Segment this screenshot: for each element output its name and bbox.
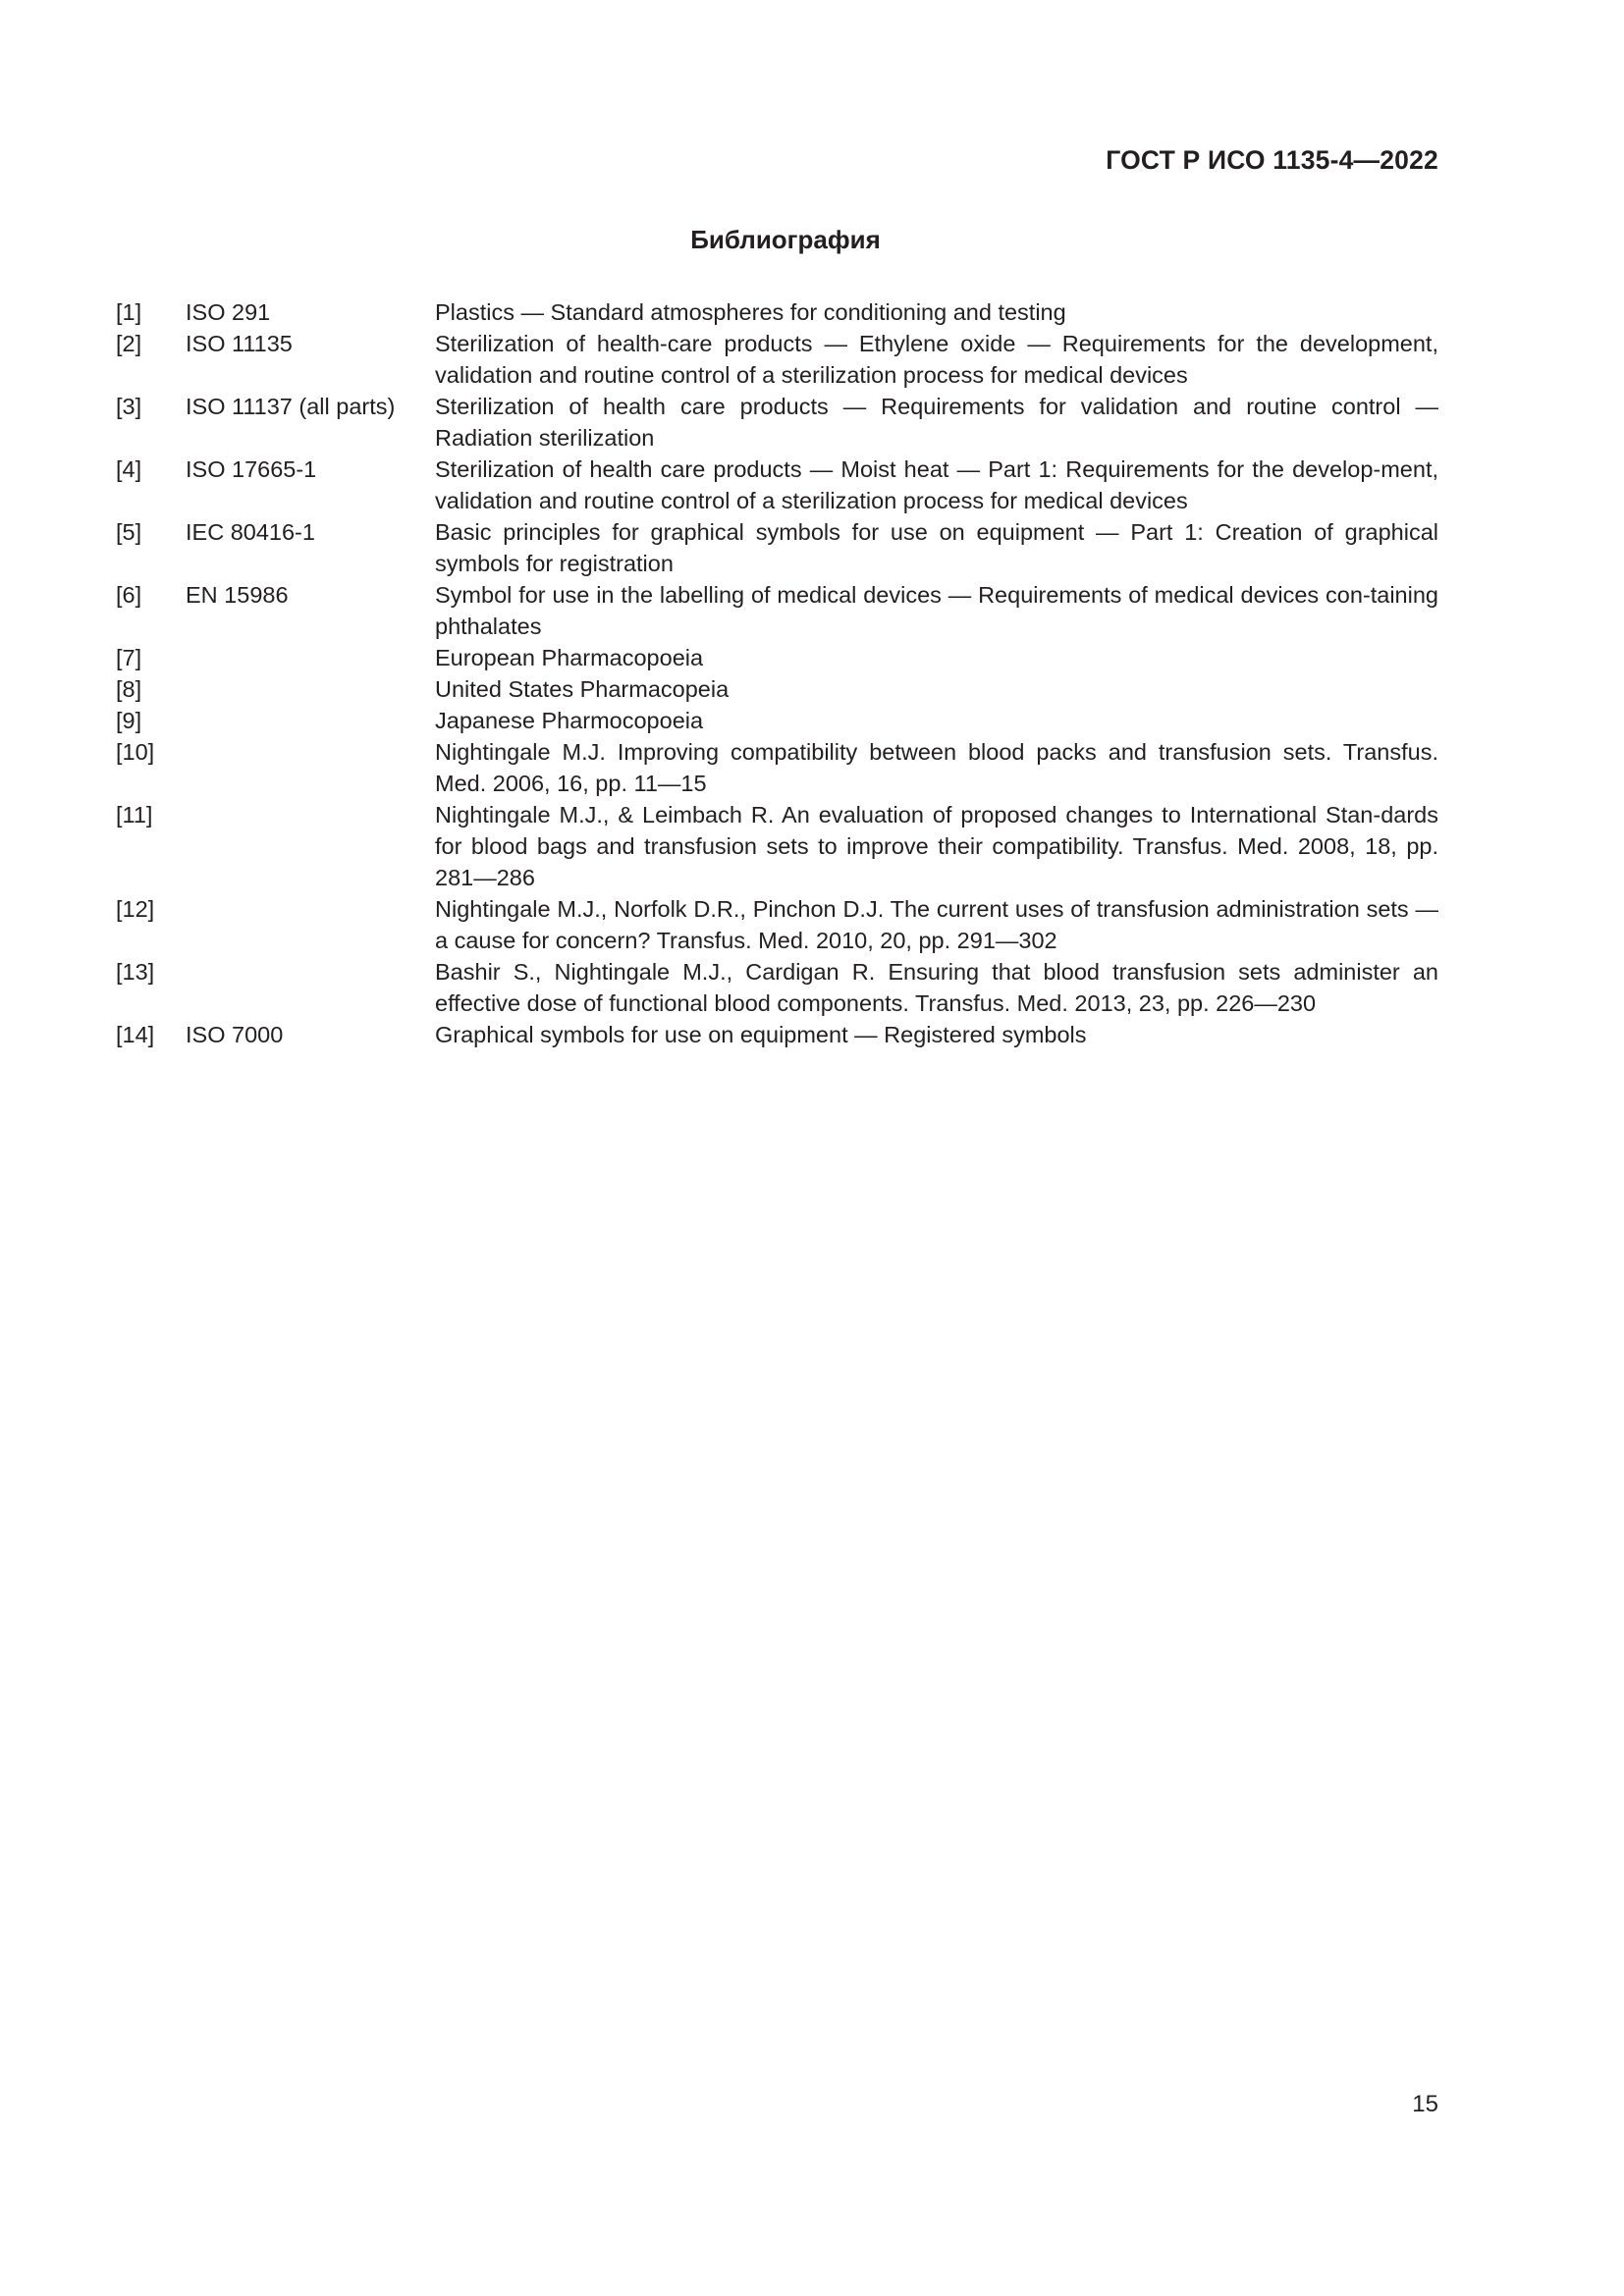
entry-number: [2] bbox=[116, 331, 142, 356]
entry-number: [1] bbox=[116, 299, 142, 325]
entry-title: Sterilization of health care products — Moist heat — Part 1: Requirements for the develop-ment, validation and routine control of a sterilization process for medical devices bbox=[435, 456, 1438, 513]
entry-number: [7] bbox=[116, 645, 142, 670]
entry-number: [8] bbox=[116, 676, 142, 702]
entry-number: [5] bbox=[116, 519, 142, 545]
entry-standard-code: ISO 11135 bbox=[186, 331, 293, 356]
entry-title: Sterilization of health-care products — Ethylene oxide — Requirements for the development, validation and routine control of a sterilization process for medical devices bbox=[435, 331, 1438, 388]
entry-number: [3] bbox=[116, 394, 142, 419]
bibliography-entry bbox=[116, 516, 1438, 579]
bibliography-entry bbox=[116, 736, 1438, 799]
bibliography-entry bbox=[116, 328, 1438, 391]
bibliography-entry bbox=[116, 705, 1438, 736]
entry-standard-code: ISO 17665-1 bbox=[186, 456, 317, 482]
bibliography-title: Библиография bbox=[690, 225, 881, 254]
entry-title: European Pharmacopoeia bbox=[435, 645, 704, 670]
entry-number: [9] bbox=[116, 708, 142, 733]
entry-title: Japanese Pharmocopoeia bbox=[435, 708, 704, 733]
bibliography-entry bbox=[116, 673, 1438, 705]
entry-title: Bashir S., Nightingale M.J., Cardigan R. Ensuring that blood transfusion sets administer an effective dose of functional blood components. Transfus. Med. 2013, 23, pp. 226—230 bbox=[435, 959, 1438, 1016]
entry-number: [11] bbox=[116, 802, 153, 828]
entry-title: Nightingale M.J., & Leimbach R. An evaluation of proposed changes to International Stan-dards for blood bags and transfusion sets to improve their compatibility. Transfus. Med. 2008, 18, pp. 281—286 bbox=[435, 802, 1438, 890]
entry-title: Basic principles for graphical symbols for use on equipment — Part 1: Creation of graphical symbols for registration bbox=[435, 519, 1438, 576]
entry-number: [12] bbox=[116, 896, 155, 922]
entry-title: Nightingale M.J. Improving compatibility between blood packs and transfusion sets. Transfus. Med. 2006, 16, pp. 11—15 bbox=[435, 739, 1438, 796]
bibliography-entry bbox=[116, 893, 1438, 956]
entry-standard-code: ISO 291 bbox=[186, 299, 271, 325]
entry-title: Plastics — Standard atmospheres for conditioning and testing bbox=[435, 299, 1066, 325]
bibliography-entry bbox=[116, 799, 1438, 893]
entry-title: Nightingale M.J., Norfolk D.R., Pinchon D.J. The current uses of transfusion administration sets — a cause for concern? Transfus. Med. 2010, 20, pp. 291—302 bbox=[435, 896, 1438, 953]
entry-title: Sterilization of health care products — Requirements for validation and routine control — Radiation sterilization bbox=[435, 394, 1438, 451]
bibliography-entry bbox=[116, 391, 1438, 454]
entry-title: Symbol for use in the labelling of medical devices — Requirements of medical devices con-taining phthalates bbox=[435, 582, 1438, 639]
bibliography-entry bbox=[116, 579, 1438, 642]
bibliography-entry bbox=[116, 642, 1438, 673]
standard-code-header: ГОСТ Р ИСО 1135-4—2022 bbox=[1106, 145, 1438, 175]
bibliography-entry bbox=[116, 454, 1438, 516]
entry-number: [4] bbox=[116, 456, 142, 482]
entry-title: Graphical symbols for use on equipment — Registered symbols bbox=[435, 1022, 1087, 1047]
entry-standard-code: EN 15986 bbox=[186, 582, 289, 608]
entry-standard-code: IEC 80416-1 bbox=[186, 519, 315, 545]
bibliography-entry bbox=[116, 1019, 1438, 1050]
entry-number: [6] bbox=[116, 582, 142, 608]
bibliography-list bbox=[116, 296, 1438, 1050]
bibliography-entry bbox=[116, 296, 1438, 328]
page-number: 15 bbox=[1412, 2091, 1438, 2117]
entry-standard-code: ISO 7000 bbox=[186, 1022, 284, 1047]
entry-number: [14] bbox=[116, 1022, 155, 1047]
entry-number: [13] bbox=[116, 959, 155, 985]
entry-number: [10] bbox=[116, 739, 155, 765]
entry-standard-code: ISO 11137 (all parts) bbox=[186, 394, 396, 419]
bibliography-entry bbox=[116, 956, 1438, 1019]
entry-title: United States Pharmacopeia bbox=[435, 676, 730, 702]
